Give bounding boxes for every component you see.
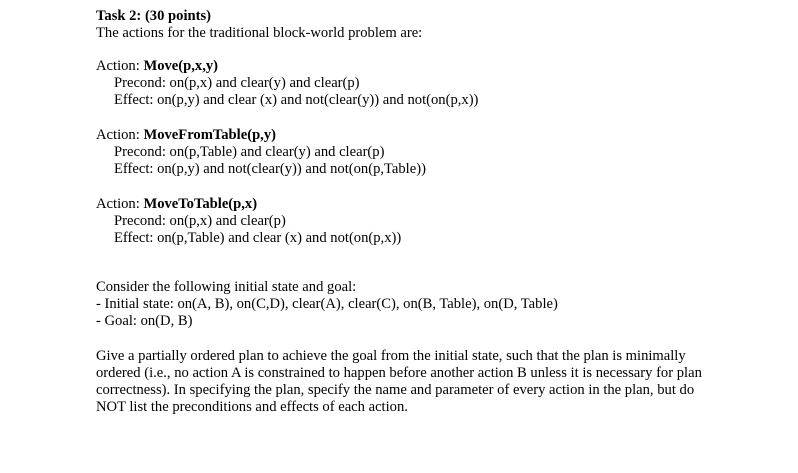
document-body <box>96 8 786 416</box>
action-heading: Action: MoveFromTable(p,y) <box>96 127 276 143</box>
action-effect: Effect: on(p,y) and clear (x) and not(clear(y)) and not(on(p,x)) <box>114 92 479 108</box>
action-precond: Precond: on(p,x) and clear(p) <box>114 213 286 229</box>
action-precond: Precond: on(p,x) and clear(y) and clear(p) <box>114 75 360 91</box>
question-line: ordered (i.e., no action A is constrained to happen before another action B unless it is necessary for plan <box>96 365 702 381</box>
action-precond: Precond: on(p,Table) and clear(y) and clear(p) <box>114 144 385 160</box>
action-heading: Action: MoveToTable(p,x) <box>96 196 258 212</box>
question-line: Give a partially ordered plan to achieve the goal from the initial state, such that the plan is minimally <box>96 348 686 364</box>
action-heading: Action: Move(p,x,y) <box>96 58 219 74</box>
task-title: Task 2: (30 points) <box>96 8 212 24</box>
question-paragraph <box>96 348 786 416</box>
task-intro: The actions for the traditional block-world problem are: <box>96 25 423 41</box>
action-name: Move(p,x,y) <box>143 58 219 74</box>
action-name: MoveFromTable(p,y) <box>143 127 276 143</box>
goal-state: - Goal: on(D, B) <box>96 313 193 329</box>
action-effect: Effect: on(p,y) and not(clear(y)) and not(on(p,Table)) <box>114 161 426 177</box>
initial-state: - Initial state: on(A, B), on(C,D), clear(A), clear(C), on(B, Table), on(D, Table) <box>96 296 558 312</box>
problem-heading: Consider the following initial state and goal: <box>96 279 357 295</box>
action-block-move-to-table <box>96 196 786 247</box>
question-line: correctness). In specifying the plan, specify the name and parameter of every action in the plan, but do <box>96 382 695 398</box>
action-name: MoveToTable(p,x) <box>143 196 258 212</box>
action-effect: Effect: on(p,Table) and clear (x) and not(on(p,x)) <box>114 230 402 246</box>
action-block-move <box>96 58 786 109</box>
problem-block <box>96 279 786 330</box>
action-block-move-from-table <box>96 127 786 178</box>
question-line: NOT list the preconditions and effects of each action. <box>96 399 408 415</box>
